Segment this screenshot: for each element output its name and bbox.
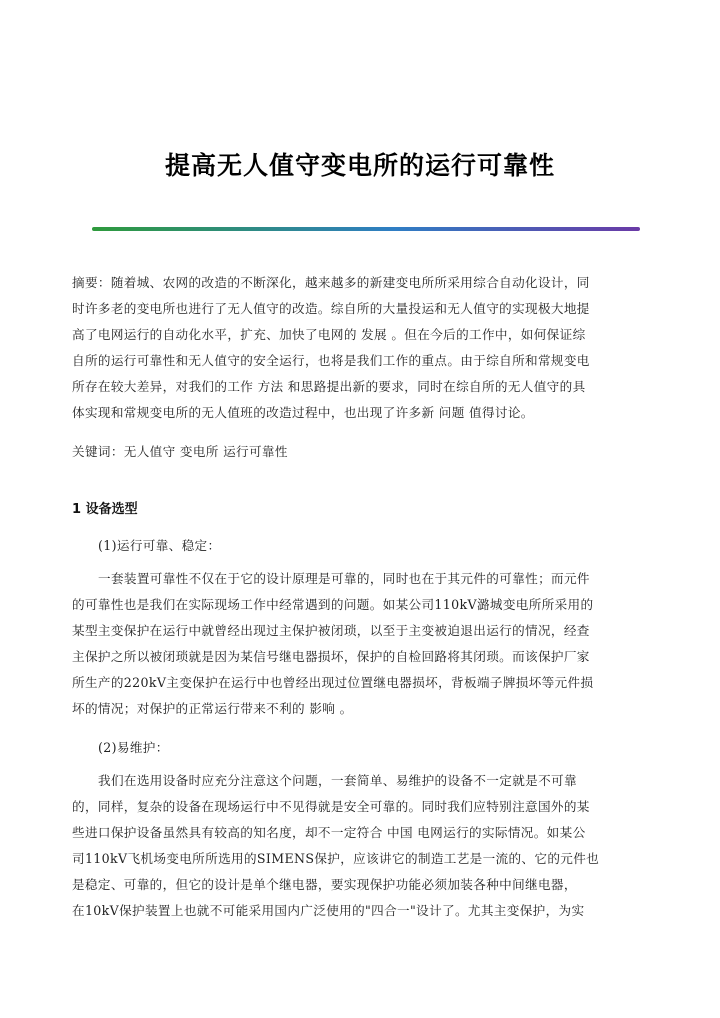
abstract-line: 体实现和常规变电所的无人值班的改造过程中，也出现了许多新 问题 值得讨论。 (72, 405, 534, 420)
paragraph-line: 些进口保护设备虽然具有较高的知名度，却不一定符合 中国 电网运行的实际情况。如某公 (72, 825, 586, 840)
document-title: 提高无人值守变电所的运行可靠性 (164, 151, 555, 180)
paragraph-line: 在10kV保护装置上也就不可能采用国内广泛使用的"四合一"设计了。尤其主变保护，为实 (72, 903, 585, 918)
paragraph-line: 主保护之所以被闭琐就是因为某信号继电器损坏，保护的自检回路将其闭琐。而该保护厂家 (72, 649, 590, 664)
keywords-line: 关键词：无人值守 变电所 运行可靠性 (72, 444, 288, 459)
paragraph-line: 一套装置可靠性不仅在于它的设计原理是可靠的，同时也在于其元件的可靠性；而元件 (98, 571, 590, 586)
subsection-heading: (2)易维护： (98, 740, 169, 755)
body-paragraph (72, 768, 652, 924)
paragraph-line: 的可靠性也是我们在实际现场工作中经常遇到的问题。如某公司110kV潞城变电所所采用的 (72, 597, 594, 612)
section-heading: 1 设备选型 (72, 502, 138, 517)
title-divider (92, 227, 640, 231)
abstract-line: 所存在较大差异，对我们的工作 方法 和思路提出新的要求，同时在综自所的无人值守的具 (72, 379, 586, 394)
abstract-line: 摘要：随着城、农网的改造的不断深化，越来越多的新建变电所所采用综合自动化设计，同 (72, 275, 590, 290)
paragraph-line: 我们在选用设备时应充分注意这个问题，一套简单、易维护的设备不一定就是不可靠 (98, 773, 577, 788)
paragraph-line: 司110kV飞机场变电所所选用的SIMENS保护，应该讲它的制造工艺是一流的、它的元件也 (72, 851, 600, 866)
paragraph-line: 某型主变保护在运行中就曾经出现过主保护被闭琐，以至于主变被迫退出运行的情况，经查 (72, 623, 590, 638)
abstract-line: 高了电网运行的自动化水平，扩充、加快了电网的 发展 。但在今后的工作中，如何保证综 (72, 327, 586, 342)
abstract-paragraph (72, 270, 652, 426)
abstract-line: 自所的运行可靠性和无人值守的安全运行，也将是我们工作的重点。由于综自所和常规变电 (72, 353, 590, 368)
subsection-heading: (1)运行可靠、稳定： (98, 538, 221, 553)
paragraph-line: 坏的情况；对保护的正常运行带来不利的 影响 。 (72, 701, 353, 716)
paragraph-line: 所生产的220kV主变保护在运行中也曾经出现过位置继电器损坏，背板端子牌损坏等元件损 (72, 675, 594, 690)
paragraph-line: 是稳定、可靠的，但它的设计是单个继电器，要实现保护功能必须加装各种中间继电器， (72, 877, 577, 892)
body-paragraph (72, 566, 652, 722)
abstract-line: 时许多老的变电所也进行了无人值守的改造。综自所的大量投运和无人值守的实现极大地提 (72, 301, 590, 316)
paragraph-line: 的，同样，复杂的设备在现场运行中不见得就是安全可靠的。同时我们应特别注意国外的某 (72, 799, 590, 814)
